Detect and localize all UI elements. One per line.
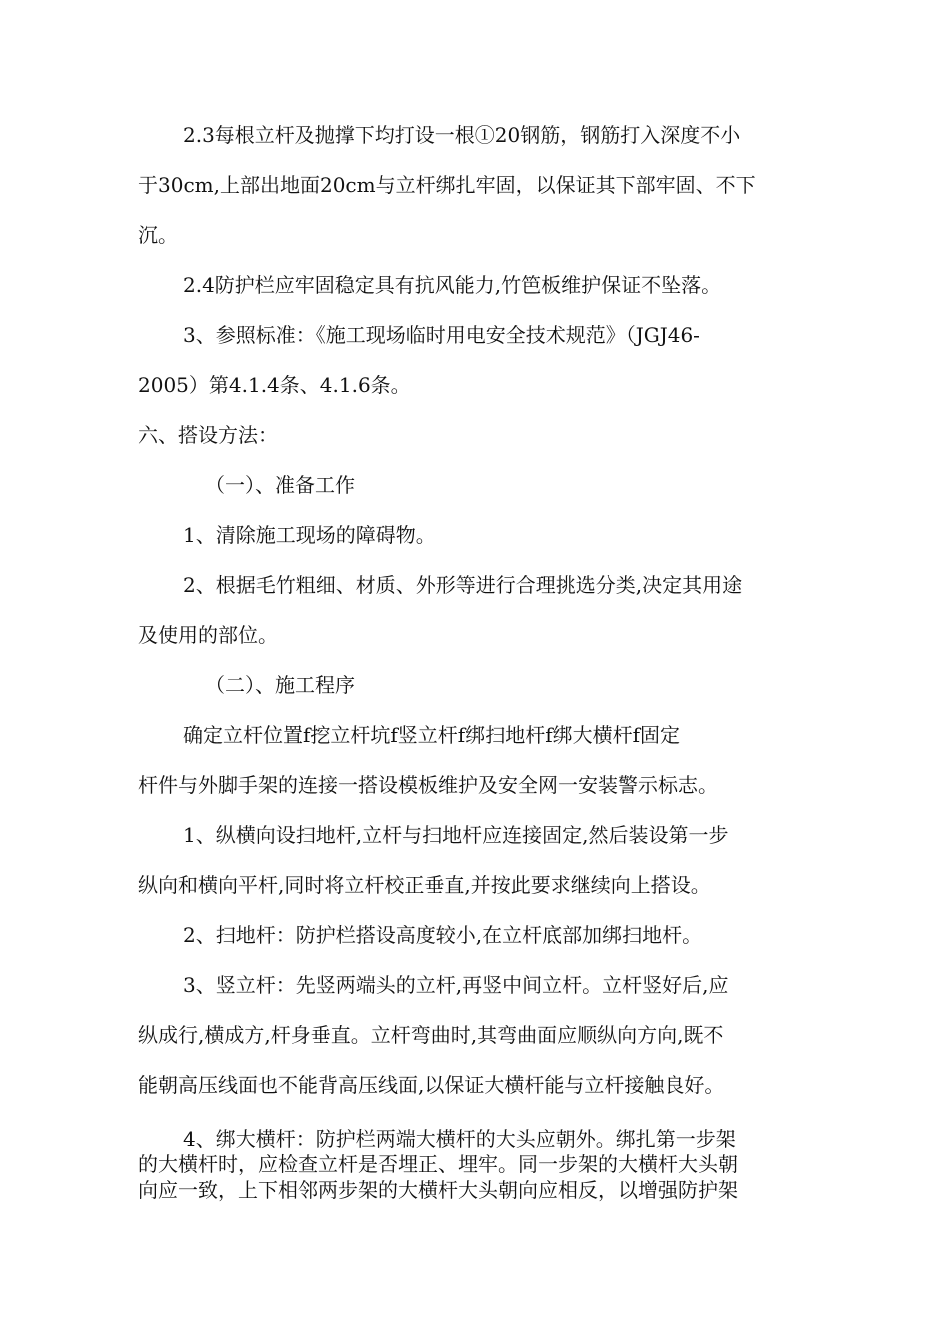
paragraph-2-3-line-2: 于30cm,上部出地面20cm与立杆绑扎牢固，以保证其下部牢固、不下	[138, 173, 756, 197]
preparation-item-2-line-2: 及使用的部位。	[138, 623, 278, 647]
procedure-item-1-line-2: 纵向和横向平杆,同时将立杆校正垂直,并按此要求继续向上搭设。	[138, 873, 711, 897]
procedure-item-4-line-1: 4、绑大横杆：防护栏两端大横杆的大头应朝外。绑扎第一步架	[183, 1127, 736, 1151]
procedure-item-3-line-2: 纵成行,横成方,杆身垂直。立杆弯曲时,其弯曲面应顺纵向方向,既不	[138, 1023, 724, 1047]
procedure-item-3-line-3: 能朝高压线面也不能背高压线面,以保证大横杆能与立杆接触良好。	[138, 1073, 725, 1097]
section-heading-6: 六、搭设方法：	[138, 423, 278, 447]
procedure-item-4-line-2: 的大横杆时，应检查立杆是否埋正、埋牢。同一步架的大横杆大头朝	[138, 1152, 738, 1176]
subheading-preparation: （一）、准备工作	[205, 473, 355, 497]
paragraph-3-line-2: 2005）第4.1.4条、4.1.6条。	[138, 373, 411, 397]
subheading-procedure: （二）、施工程序	[205, 673, 355, 697]
paragraph-3-line-1: 3、参照标准：《施工现场临时用电安全技术规范》（JGJ46-	[183, 323, 700, 347]
preparation-item-1: 1、清除施工现场的障碍物。	[183, 523, 436, 547]
paragraph-2-4: 2.4防护栏应牢固稳定具有抗风能力,竹笆板维护保证不坠落。	[183, 273, 722, 297]
procedure-line-1: 确定立杆位置f挖立杆坑f竖立杆f绑扫地杆f绑大横杆f固定	[183, 723, 681, 747]
procedure-item-3-line-1: 3、竖立杆：先竖两端头的立杆,再竖中间立杆。立杆竖好后,应	[183, 973, 729, 997]
procedure-line-2: 杆件与外脚手架的连接一搭设模板维护及安全网一安装警示标志。	[138, 773, 718, 797]
procedure-item-4-line-3: 向应一致，上下相邻两步架的大横杆大头朝向应相反，以增强防护架	[138, 1178, 738, 1202]
procedure-item-1-line-1: 1、纵横向设扫地杆,立杆与扫地杆应连接固定,然后装设第一步	[183, 823, 729, 847]
procedure-item-2: 2、扫地杆：防护栏搭设高度较小,在立杆底部加绑扫地杆。	[183, 923, 703, 947]
paragraph-2-3-line-1: 2.3每根立杆及抛撑下均打设一根①20钢筋，钢筋打入深度不小	[183, 123, 741, 147]
preparation-item-2-line-1: 2、根据毛竹粗细、材质、外形等进行合理挑选分类,决定其用途	[183, 573, 743, 597]
paragraph-2-3-line-3: 沉。	[138, 223, 178, 247]
